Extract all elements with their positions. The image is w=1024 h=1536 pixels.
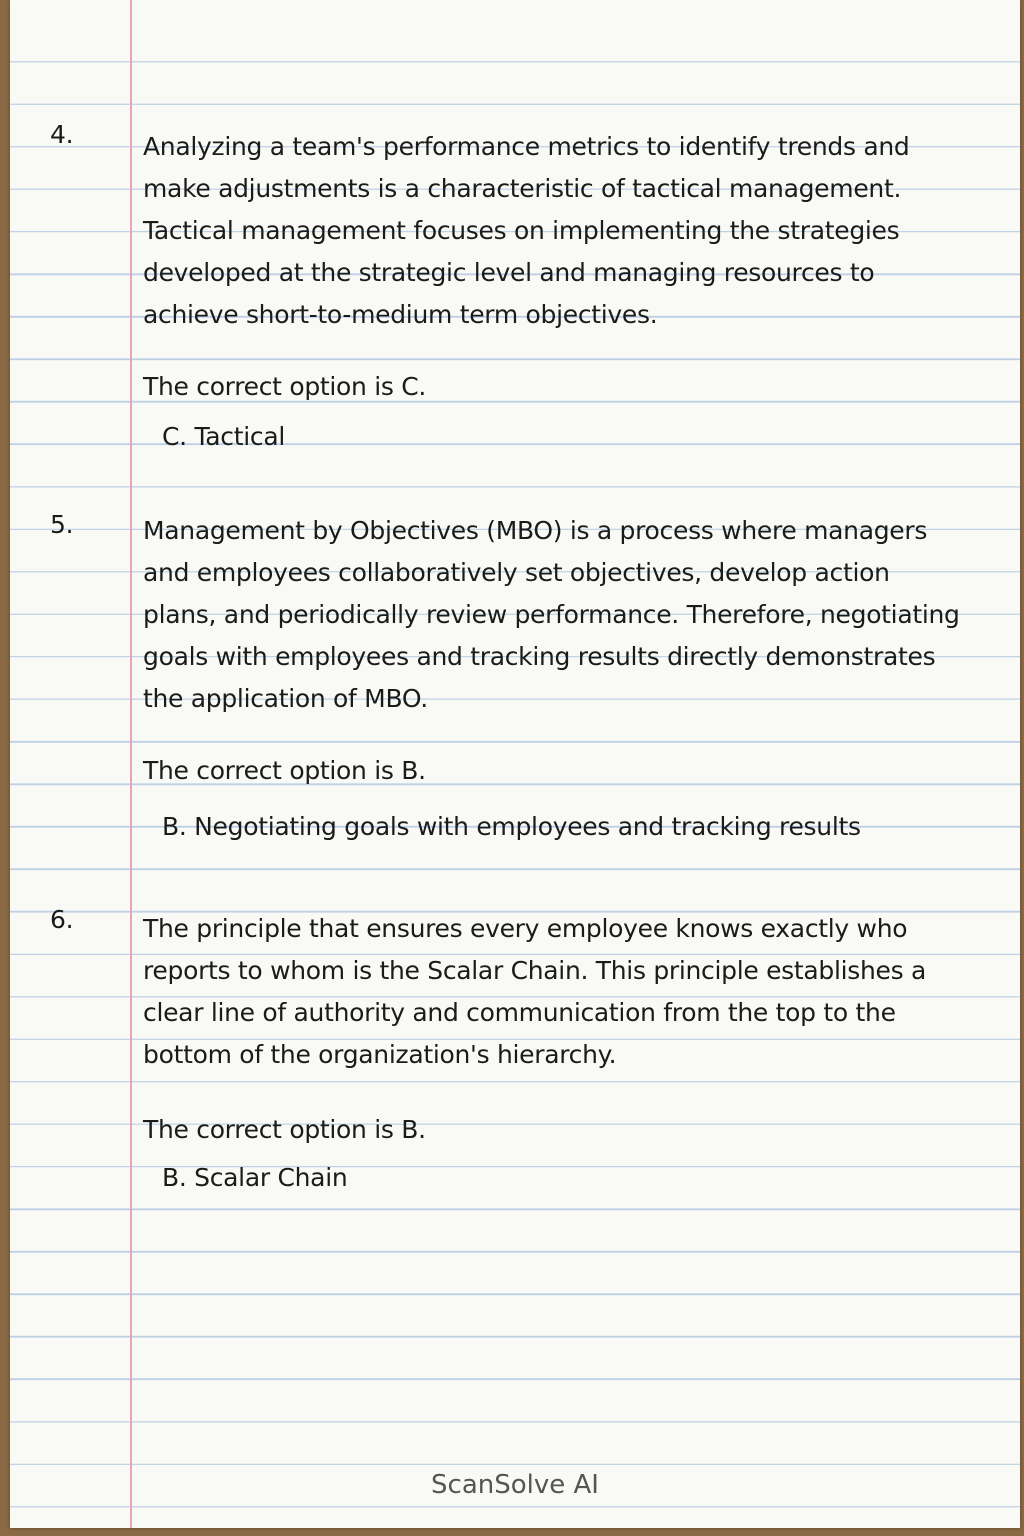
- question-number: 6.: [50, 905, 74, 934]
- answer-choice: B. Negotiating goals with employees and tracking results: [162, 812, 861, 841]
- question-explanation: The principle that ensures every employee knows exactly who reports to whom is the Scalar Chain. This principle establishes a clear line of authority and communication from the top to the bottom of the organization's hierarchy.: [143, 914, 927, 1069]
- notebook-page: [10, 0, 1020, 1528]
- question-explanation: Analyzing a team's performance metrics to identify trends and make adjustments is a characteristic of tactical management. Tactical management focuses on implementing the strategies developed at the strategic level and managing resources to achieve short-to-medium term objectives.: [143, 132, 910, 329]
- margin-line: [130, 0, 132, 1528]
- correct-option-text: The correct option is C.: [143, 372, 427, 401]
- question-number: 4.: [50, 120, 74, 149]
- answer-choice: C. Tactical: [162, 422, 286, 451]
- correct-option-text: The correct option is B.: [143, 1115, 426, 1144]
- correct-option-text: The correct option is B.: [143, 756, 426, 785]
- footer-watermark: ScanSolve AI: [431, 1470, 599, 1500]
- question-number: 5.: [50, 510, 74, 539]
- answer-choice: B. Scalar Chain: [162, 1163, 348, 1192]
- question-explanation: Management by Objectives (MBO) is a process where managers and employees collaboratively set objectives, develop action plans, and periodically review performance. Therefore, negotiating goals with employees and tracking results directly demonstrates the application of MBO.: [143, 516, 960, 713]
